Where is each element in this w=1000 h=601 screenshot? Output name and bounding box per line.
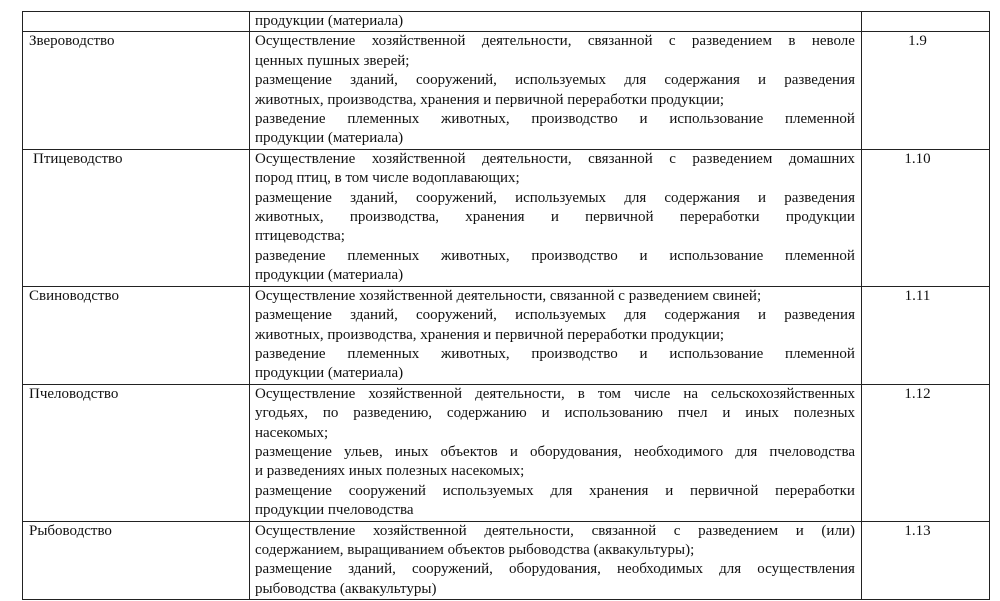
land-use-table: [22, 11, 990, 600]
word: и: [722, 405, 731, 422]
word: по: [322, 405, 339, 422]
word: племенных: [347, 111, 420, 128]
description-cell: [250, 12, 862, 31]
description-cell: [250, 287, 862, 384]
word: переработки: [679, 209, 760, 226]
word: в: [577, 385, 585, 402]
word: используемых: [515, 307, 607, 324]
word: с: [673, 522, 681, 539]
word: сооружений,: [416, 72, 497, 89]
word: размещение: [255, 189, 332, 206]
description-line: продукции пчеловодства: [255, 502, 414, 519]
table-row: [23, 385, 989, 522]
description-line: [255, 71, 855, 90]
description-line: [255, 110, 855, 129]
word: и: [550, 209, 559, 226]
word: животных,: [255, 209, 324, 226]
word: для: [624, 72, 647, 89]
word: Осуществление: [255, 33, 356, 50]
description-line: ценных пушных зверей;: [255, 52, 410, 69]
code-cell: [862, 150, 989, 286]
word: неволе: [811, 33, 855, 50]
word: разведения: [784, 307, 855, 324]
word: сооружений,: [416, 307, 497, 324]
word: и: [509, 443, 518, 460]
word: разведение: [255, 111, 326, 128]
word: сельскохозяйственных: [711, 385, 855, 402]
word: и: [639, 247, 648, 264]
word: размещение: [255, 443, 332, 460]
word: пчел: [677, 405, 708, 422]
word: иных: [394, 443, 429, 460]
activity-name-cell: [23, 385, 250, 521]
code-cell: [862, 385, 989, 521]
word: Осуществление: [255, 522, 356, 539]
word: разведению,: [353, 405, 433, 422]
word: разведением: [692, 150, 773, 167]
word: хранения: [465, 209, 525, 226]
description-line: насекомых;: [255, 424, 329, 441]
word: хозяйственной: [371, 33, 466, 50]
word: хозяйственной: [372, 522, 467, 539]
activity-code: 1.9: [908, 33, 927, 50]
word: используемых: [515, 72, 607, 89]
word: зданий,: [350, 72, 398, 89]
description-line: содержанием, выращиванием объектов рыбоводства (аквакультуры);: [255, 541, 695, 558]
word: разведения: [784, 189, 855, 206]
description-line: животных, производства, хранения и первичной переработки продукции;: [255, 91, 725, 108]
word: и: [758, 189, 767, 206]
word: сооружений,: [416, 189, 497, 206]
description-line: рыбоводства (аквакультуры): [255, 580, 437, 597]
word: и: [758, 307, 767, 324]
word: оборудования,: [509, 561, 601, 578]
activity-name: Рыбоводство: [29, 522, 112, 539]
description-line: [255, 32, 855, 51]
description-line: [255, 560, 855, 579]
activity-name: Птицеводство: [33, 150, 123, 167]
word: зданий,: [350, 307, 398, 324]
word: необходимых: [617, 561, 704, 578]
word: для: [550, 482, 573, 499]
word: производство: [531, 111, 618, 128]
word: размещение: [255, 307, 332, 324]
description-line: [255, 345, 855, 364]
word: размещение: [255, 561, 332, 578]
activity-name: Свиноводство: [29, 287, 120, 304]
word: используемых: [515, 189, 607, 206]
code-cell: [862, 287, 989, 384]
description-line: [255, 385, 855, 404]
word: полезных: [793, 405, 855, 422]
activity-name-cell: [23, 12, 250, 31]
activity-code: 1.10: [904, 150, 931, 167]
table-row: [23, 522, 989, 600]
description-line: [255, 150, 855, 169]
word: для: [735, 443, 758, 460]
word: производства,: [349, 209, 440, 226]
description-line: [255, 522, 855, 541]
word: племенных: [347, 247, 420, 264]
activity-code: 1.11: [904, 287, 931, 304]
description-line: [255, 208, 855, 227]
word: племенной: [785, 111, 855, 128]
word: животных,: [441, 247, 510, 264]
description-line: продукции (материала): [255, 13, 404, 29]
description-cell: [250, 385, 862, 521]
activity-name: Звероводство: [29, 33, 115, 50]
word: сооружений: [348, 482, 426, 499]
word: хозяйственной: [368, 385, 463, 402]
word: зданий,: [350, 189, 398, 206]
word: разведение: [255, 247, 326, 264]
word: использование: [669, 111, 764, 128]
word: деятельности,: [481, 33, 572, 50]
description-line: пород птиц, в том числе водоплавающих;: [255, 170, 520, 187]
activity-name-cell: [23, 150, 250, 286]
table-row: [23, 150, 989, 287]
word: связанной: [587, 33, 653, 50]
word: использование: [669, 247, 764, 264]
word: с: [669, 150, 676, 167]
description-line: животных, производства, хранения и первичной переработки продукции;: [255, 326, 725, 343]
word: осуществления: [757, 561, 855, 578]
word: деятельности,: [484, 522, 574, 539]
word: объектов: [440, 443, 498, 460]
word: и: [665, 482, 674, 499]
word: связанной: [588, 150, 653, 167]
word: Осуществление: [255, 150, 356, 167]
word: животных,: [441, 345, 510, 362]
word: в: [788, 33, 796, 50]
description-line: птицеводства;: [255, 228, 345, 245]
activity-name-cell: [23, 287, 250, 384]
description-line: [255, 306, 855, 325]
table-row: [23, 12, 989, 32]
word: числе: [633, 385, 671, 402]
word: сооружений,: [411, 561, 493, 578]
word: для: [624, 307, 647, 324]
word: племенных: [347, 345, 420, 362]
word: и: [795, 522, 804, 539]
description-line: [255, 247, 855, 266]
word: размещение: [255, 482, 332, 499]
word: производство: [531, 345, 618, 362]
activity-name-cell: [23, 522, 250, 600]
word: деятельности,: [475, 385, 565, 402]
word: размещение: [255, 72, 332, 89]
word: и: [639, 111, 648, 128]
description-line: продукции (материала): [255, 365, 404, 382]
description-line: [255, 443, 855, 462]
word: разведения: [784, 72, 855, 89]
word: переработки: [775, 482, 855, 499]
word: разведением: [691, 33, 772, 50]
table-row: [23, 32, 989, 149]
word: (или): [821, 522, 855, 539]
word: связанной: [591, 522, 657, 539]
description-cell: [250, 522, 862, 600]
word: и: [541, 405, 550, 422]
word: разведение: [255, 345, 326, 362]
description-line: [255, 404, 855, 423]
word: на: [683, 385, 699, 402]
word: племенной: [785, 247, 855, 264]
word: первичной: [689, 482, 759, 499]
word: ульев,: [344, 443, 383, 460]
word: хозяйственной: [371, 150, 466, 167]
table-row: [23, 287, 989, 385]
description-line: [255, 189, 855, 208]
activity-name-cell: [23, 32, 250, 148]
word: продукции: [785, 209, 855, 226]
code-cell: [862, 522, 989, 600]
word: используемых: [442, 482, 534, 499]
word: производство: [531, 247, 618, 264]
word: Осуществление: [255, 385, 356, 402]
code-cell: [862, 32, 989, 148]
word: содержанию: [446, 405, 527, 422]
description-line: продукции (материала): [255, 130, 404, 147]
description-line: продукции (материала): [255, 267, 404, 284]
activity-code: 1.12: [904, 385, 931, 402]
word: зданий,: [348, 561, 396, 578]
activity-code: 1.13: [904, 522, 931, 539]
word: для: [624, 189, 647, 206]
word: для: [719, 561, 742, 578]
word: с: [668, 33, 676, 50]
word: содержания: [664, 189, 740, 206]
word: содержания: [664, 72, 740, 89]
description-line: [255, 482, 855, 501]
code-cell: [862, 12, 989, 31]
word: пчеловодства: [769, 443, 855, 460]
word: домашних: [788, 150, 855, 167]
word: использованию: [564, 405, 663, 422]
word: иных: [745, 405, 779, 422]
word: хранения: [589, 482, 649, 499]
word: деятельности,: [482, 150, 572, 167]
word: животных,: [441, 111, 510, 128]
description-line: и разведениях иных полезных насекомых;: [255, 463, 525, 480]
word: первичной: [585, 209, 654, 226]
word: том: [597, 385, 621, 402]
word: разведением: [698, 522, 779, 539]
word: и: [639, 345, 648, 362]
word: содержания: [664, 307, 740, 324]
description-line: Осуществление хозяйственной деятельности, связанной с разведением свиней;: [255, 287, 762, 304]
description-cell: [250, 150, 862, 286]
word: необходимого: [633, 443, 724, 460]
word: и: [758, 72, 767, 89]
word: использование: [669, 345, 764, 362]
word: племенной: [785, 345, 855, 362]
activity-name: Пчеловодство: [29, 385, 119, 402]
description-cell: [250, 32, 862, 148]
word: оборудования,: [529, 443, 622, 460]
word: угодьях,: [255, 405, 308, 422]
